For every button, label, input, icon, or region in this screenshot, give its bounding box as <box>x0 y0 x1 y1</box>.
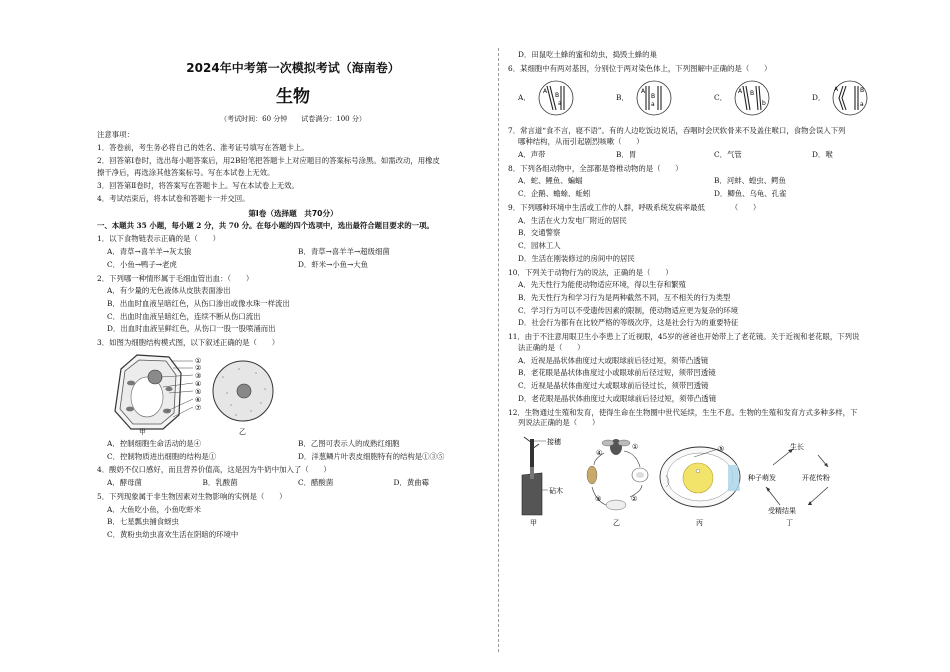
question-stem: 3．如图为细胞结构模式图，以下叙述正确的是（ ） <box>97 338 280 348</box>
chromosome-diagram-c <box>731 80 773 116</box>
chromosome-diagram-d <box>829 80 871 116</box>
svg-text:A: A <box>542 88 547 96</box>
question-options <box>508 356 910 405</box>
option: A．近视是晶状体曲度过大或眼球前后径过短，须带凸透镜 <box>518 355 709 365</box>
question-10 <box>508 268 910 330</box>
bird-egg <box>660 447 740 507</box>
label-ding: 丁 <box>786 519 793 528</box>
question-options <box>508 280 910 329</box>
option: C．黄粉虫幼虫喜欢生活在阴暗的环境中 <box>107 530 239 540</box>
svg-text:a: a <box>650 101 655 109</box>
svg-text:B: B <box>750 90 755 98</box>
note-item: 2．回答第Ⅰ卷时，选出每小题答案后，用2B铅笔把答题卡上对应题目的答案标号涂黑。如需改动，用橡皮 <box>97 155 440 165</box>
section-heading: 第Ⅰ卷（选择题 共70分） <box>248 208 338 218</box>
svg-text:b: b <box>762 100 766 108</box>
note-item: 3．回答第Ⅱ卷时，将答案写在答题卡上。写在本试卷上无效。 <box>97 181 299 191</box>
question-stem: 9．下列哪种环境中生活或工作的人群，呼吸系统发病率最低 （ ） <box>508 202 761 212</box>
svg-text:B: B <box>860 87 865 95</box>
label-n2: ② <box>631 495 638 504</box>
option: A．青草→喜羊羊→灰太狼 <box>107 247 192 257</box>
option: A．蛇、鲤鱼、蝙蝠 <box>518 176 583 186</box>
label-n3: ③ <box>595 495 602 504</box>
option: D．鲫鱼、乌龟、孔雀 <box>714 189 787 199</box>
option: B．乙图可表示人的成熟红细胞 <box>298 438 400 448</box>
option: B．七星瓢虫捕食蚜虫 <box>107 517 179 527</box>
question-11 <box>508 332 910 404</box>
option: D．喉 <box>812 149 833 159</box>
label-seed: 种子萌发 <box>748 474 776 483</box>
label-stock: 砧木 <box>549 487 563 496</box>
option-label: B． <box>616 93 629 103</box>
option: B．老花眼是晶状体曲度过小或眼球前后径过短，须带凹透镜 <box>518 368 716 378</box>
question-stem-cont: 列说法正确的是（ ） <box>518 418 600 428</box>
question-options <box>97 476 489 489</box>
option: C．气管 <box>714 149 742 159</box>
fig-label-yi: 乙 <box>239 427 246 435</box>
subject-title: 生物 <box>276 87 310 108</box>
question-options <box>508 174 910 199</box>
question-options <box>97 437 489 462</box>
cell-label-5: ⑤ <box>195 387 202 396</box>
option: B．河蚌、蝗虫、鳄鱼 <box>714 176 786 186</box>
question-8 <box>508 164 910 200</box>
reproduction-figure-svg <box>508 435 910 527</box>
gene-option-c <box>714 80 812 116</box>
option-label: D． <box>812 93 826 103</box>
cell-label-1: ① <box>195 356 202 365</box>
option: C．小鱼→鸭子→老虎 <box>107 259 177 269</box>
question-9 <box>508 203 910 265</box>
label-fruit: 受精结果 <box>768 507 796 516</box>
cell-diagram <box>111 353 489 435</box>
cell-label-2: ② <box>195 363 202 372</box>
label-flower: 开花传粉 <box>802 474 830 483</box>
question-options <box>97 286 489 335</box>
chromosome-diagram-b <box>633 80 675 116</box>
grafting-illustration <box>522 437 548 515</box>
animal-nucleus <box>237 384 251 398</box>
left-column <box>97 0 489 672</box>
chloroplast <box>126 407 134 412</box>
label-scion: 接穗 <box>547 438 561 447</box>
svg-text:B: B <box>650 93 655 101</box>
option: A．先天性行为能使动物适应环境，得以生存和繁殖 <box>518 280 686 290</box>
question-4 <box>97 465 489 488</box>
gene-diagrams <box>508 78 910 118</box>
cell-diagram-svg <box>111 353 311 435</box>
option: D．虾米→小鱼→大鱼 <box>298 259 369 269</box>
cell-label-7: ⑦ <box>195 403 202 412</box>
right-column <box>508 0 910 672</box>
question-stem: 10．下列关于动物行为的说法，正确的是（ ） <box>508 267 673 277</box>
svg-text:A: A <box>738 88 743 96</box>
option: D．生活在刚装修过的房间中的居民 <box>518 253 635 263</box>
cell-label-4: ④ <box>195 379 202 388</box>
option-label: C． <box>714 93 728 103</box>
fig-label-jia: 甲 <box>139 427 146 435</box>
question-6 <box>508 64 910 119</box>
option: A．酵母菌 <box>107 478 142 488</box>
option: C．园林工人 <box>518 241 561 251</box>
question-options <box>508 216 910 265</box>
question-stem-cont: 法正确的是（ ） <box>518 342 585 352</box>
column-divider <box>498 48 499 652</box>
label-yi: 乙 <box>613 519 620 528</box>
option: A．大鱼吃小鱼，小鱼吃虾米 <box>107 504 202 514</box>
svg-text:a: a <box>860 101 865 109</box>
option: C．醋酸菌 <box>298 478 334 488</box>
option: D．出血时血液呈鲜红色，从伤口一股一股喷涌而出 <box>107 324 276 334</box>
exam-meta: （考试时间：60 分钟 试卷满分：100 分） <box>220 115 366 124</box>
option: A．有少量的无色液体从皮肤表面渗出 <box>107 286 231 296</box>
option: B．乳酸菌 <box>202 478 238 488</box>
question-1 <box>97 234 489 270</box>
question-stem: 12．生物通过生殖和发育，使得生命在生物圈中世代延续，生生不息。生物的生殖和发育方式多种多样，下 <box>508 407 858 417</box>
label-bing: 丙 <box>696 519 703 528</box>
exam-title: 2024年中考第一次模拟考试（海南卷） <box>186 61 400 75</box>
question-12 <box>508 408 910 527</box>
chloroplast <box>127 381 135 386</box>
label-n1: ① <box>632 443 639 452</box>
gene-option-d <box>812 80 910 116</box>
svg-text:A: A <box>640 88 645 96</box>
gene-option-a <box>518 80 616 116</box>
question-stem: 6．某细胞中有两对基因，分别位于两对染色体上，下列图解中正确的是（ ） <box>508 63 772 73</box>
option: D．洋葱鳞片叶表皮细胞特有的结构是①③⑤ <box>298 451 445 461</box>
question-stem: 2．下列哪一种情形属于毛细血管出血：（ ） <box>97 273 254 283</box>
cell-label-3: ③ <box>195 371 202 380</box>
cell-label-6: ⑥ <box>195 395 202 404</box>
nucleus <box>148 370 162 384</box>
question-2 <box>97 274 489 336</box>
option: A．控制细胞生命活动的是④ <box>107 438 202 448</box>
option: B．先天性行为和学习行为是两种截然不同，互不相关的行为类型 <box>518 293 731 303</box>
option: D．老花眼是晶状体曲度过大或眼球前后径过短，须带凸透镜 <box>518 393 717 403</box>
question-3 <box>97 338 489 462</box>
question-options <box>508 148 910 161</box>
option: C．学习行为可以不受遗传因素的限制，使动物适应更为复杂的环境 <box>518 305 738 315</box>
option: A．声带 <box>518 149 546 159</box>
option: C．近视是晶状体曲度过大或眼球前后径过长，须带凹透镜 <box>518 381 709 391</box>
option: C．企鹅、蟾蜍、蚯蚓 <box>518 189 591 199</box>
option: B．出血时血液呈暗红色，从伤口渗出或像水珠一样流出 <box>107 298 290 308</box>
option: C．控制物质进出细胞的结构是① <box>107 451 217 461</box>
option: B．交通警察 <box>518 228 561 238</box>
svg-text:A: A <box>834 86 839 94</box>
label-grow: 生长 <box>790 443 804 452</box>
option: D．田鼠吃土蜂的蜜和幼虫，捣毁土蜂的巢 <box>518 50 657 59</box>
question-5 <box>97 492 489 541</box>
question-stem: 4．酸奶不仅口感好，而且营养价值高，这是因为牛奶中加入了（ ） <box>97 465 331 475</box>
label-n5: ⑤ <box>718 445 725 454</box>
option-label: A． <box>518 93 531 103</box>
chromosome-diagram-a <box>535 80 577 116</box>
section-description: 一、本题共 35 小题，每小题 2 分，共 70 分。在每小题的四个选项中，选出最符合题目要求的一项。 <box>97 220 434 230</box>
option: B．青草→喜羊羊→超级细菌 <box>298 247 390 257</box>
svg-text:B: B <box>554 92 559 100</box>
question-options <box>97 245 489 270</box>
question-stem: 8．下列各组动物中，全部都是脊椎动物的是（ ） <box>508 163 683 173</box>
question-7 <box>508 126 910 160</box>
question-stem-cont: 哪种结构，从而引起剧烈咳嗽（ ） <box>518 137 644 147</box>
question-stem: 11．由于不注意用眼卫生小李患上了近视眼，45岁的爸爸也开始带上了老花镜。关于近视和老花眼，下列说 <box>508 332 860 342</box>
option: D．社会行为都有在比较严格的等级次序，这是社会行为的重要特征 <box>518 318 739 328</box>
option: D．黄曲霉 <box>393 478 429 488</box>
chloroplast <box>165 387 172 391</box>
option: B．胃 <box>616 149 637 159</box>
note-item: 擦干净后，再选涂其他答案标号。写在本试卷上无效。 <box>97 168 275 178</box>
question-options <box>97 505 489 541</box>
svg-text:a: a <box>557 100 562 108</box>
question-stem: 7．常言道“食不言，寝不语”。有的人边吃饭边说话，吞咽时会厌软骨来不及盖住喉口，食物会误入下列 <box>508 126 846 136</box>
notes-heading: 注意事项： <box>97 130 134 140</box>
option: C．出血时血液呈暗红色，连续不断从伤口流出 <box>107 311 261 321</box>
option: A．生活在火力发电厂附近的居民 <box>518 215 627 225</box>
question-stem: 5．下列现象属于非生物因素对生物影响的实例是（ ） <box>97 491 287 501</box>
note-item: 1．答卷前，考生务必将自己的姓名、准考证号填写在答题卡上。 <box>97 142 309 152</box>
question-stem: 1．以下食物链表示正确的是（ ） <box>97 234 220 244</box>
label-n4: ④ <box>596 449 603 458</box>
label-jia: 甲 <box>530 519 537 528</box>
gene-option-b <box>616 80 714 116</box>
note-item: 4．考试结束后，将本试卷和答题卡一并交回。 <box>97 193 250 203</box>
reproduction-figure <box>508 435 910 527</box>
